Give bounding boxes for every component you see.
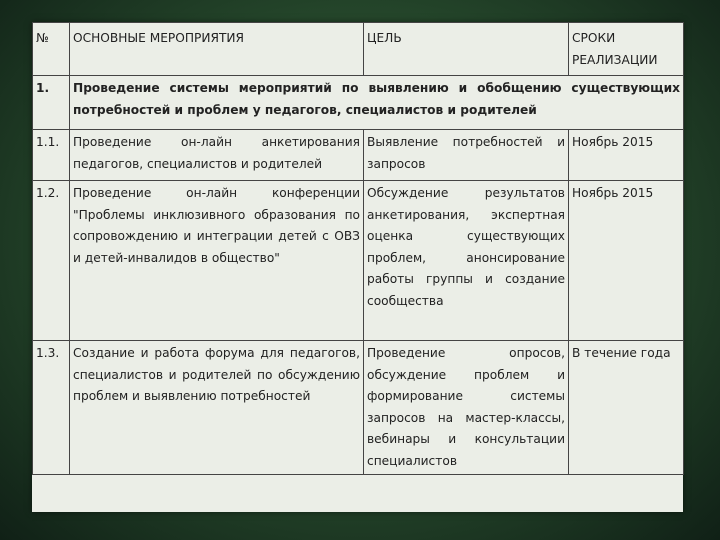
- events-table: [32, 22, 684, 475]
- header-num: №: [33, 23, 70, 76]
- row-event: Проведение он-лайн конференции "Проблемы инклюзивного образования по сопровождению и интеграции детей с ОВЗ и детей-инвалидов в общество": [70, 181, 364, 341]
- section-num: 1.: [33, 76, 70, 130]
- header-goal: ЦЕЛЬ: [364, 23, 569, 76]
- row-num: 1.1.: [33, 130, 70, 181]
- row-goal: Обсуждение результатов анкетирования, экспертная оценка существующих проблем, анонсирование работы группы и создание сообщества: [364, 181, 569, 341]
- section-title: Проведение системы мероприятий по выявлению и обобщению существующих потребностей и проблем у педагогов, специалистов и родителей: [70, 76, 684, 130]
- table-header-row: [33, 23, 684, 76]
- section-row: [33, 76, 684, 130]
- row-num: 1.3.: [33, 341, 70, 475]
- row-term: Ноябрь 2015: [569, 130, 684, 181]
- row-event: Проведение он-лайн анкетирования педагогов, специалистов и родителей: [70, 130, 364, 181]
- row-goal: Проведение опросов, обсуждение проблем и формирование системы запросов на мастер-классы, вебинары и консультации специалистов: [364, 341, 569, 475]
- table-row: [33, 181, 684, 341]
- row-term: Ноябрь 2015: [569, 181, 684, 341]
- row-term: В течение года: [569, 341, 684, 475]
- row-goal: Выявление потребностей и запросов: [364, 130, 569, 181]
- table-row: [33, 341, 684, 475]
- table-row: [33, 130, 684, 181]
- row-num: 1.2.: [33, 181, 70, 341]
- header-events: ОСНОВНЫЕ МЕРОПРИЯТИЯ: [70, 23, 364, 76]
- header-terms: СРОКИ РЕАЛИЗАЦИИ: [569, 23, 684, 76]
- row-event: Создание и работа форума для педагогов, специалистов и родителей по обсуждению проблем и выявлению потребностей: [70, 341, 364, 475]
- plan-sheet: [32, 22, 683, 512]
